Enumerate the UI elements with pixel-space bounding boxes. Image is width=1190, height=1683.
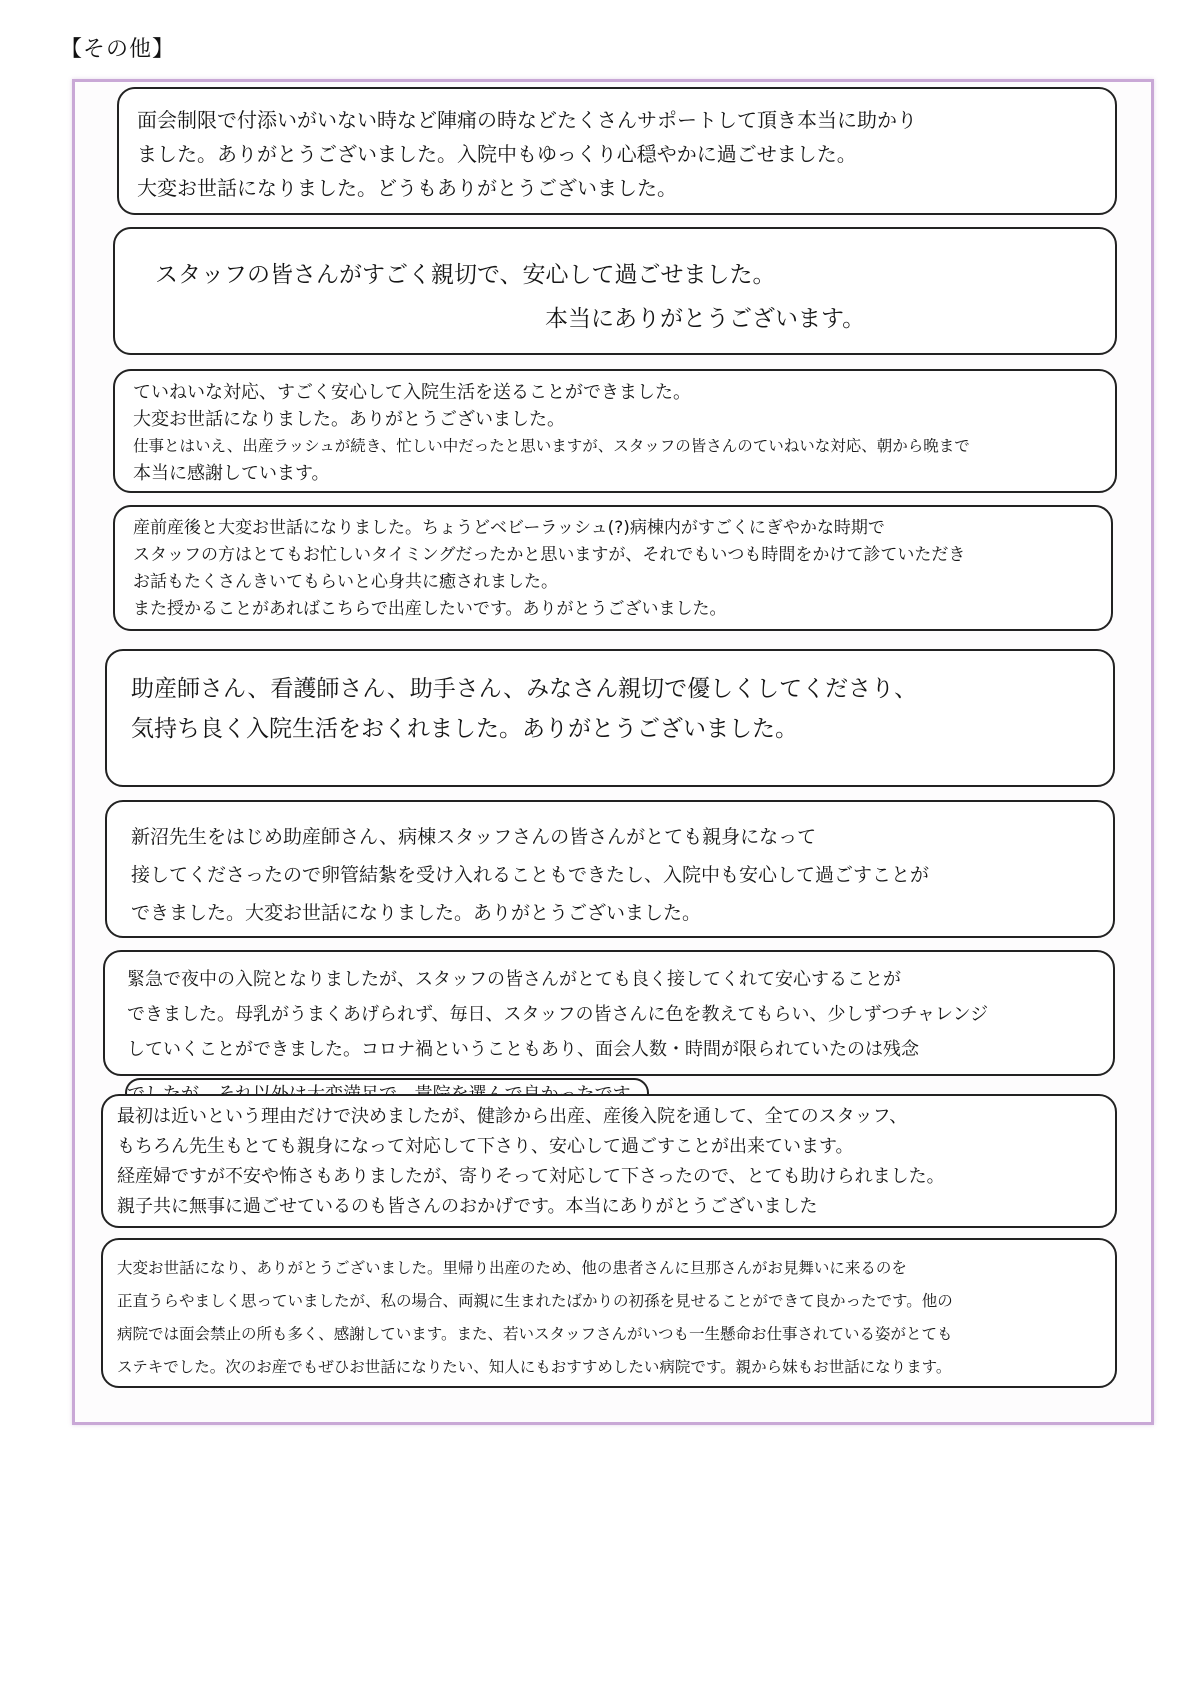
- comment-line: ていねいな対応、すごく安心して入院生活を送ることができました。: [133, 382, 691, 403]
- comment-line: できました。母乳がうまくあげられず、毎日、スタッフの皆さんに色を教えてもらい、少しずつチャレンジ: [127, 1004, 989, 1025]
- comment-line: ステキでした。次のお産でもぜひお世話になりたい、知人にもおすすめしたい病院です。親から妹もお世話になります。: [117, 1358, 952, 1376]
- comment-line: 本当にありがとうございます。: [545, 306, 866, 332]
- comment-line: 大変お世話になりました。ありがとうございました。: [133, 409, 565, 430]
- comment-line: 気持ち良く入院生活をおくれました。ありがとうございました。: [131, 716, 798, 742]
- comment-card-5: [105, 649, 1115, 787]
- comment-line: 最初は近いという理由だけで決めましたが、健診から出産、産後入院を通して、全てのスタッフ、: [117, 1106, 908, 1127]
- comment-line: 面会制限で付添いがいない時など陣痛の時などたくさんサポートして頂き本当に助かり: [137, 108, 917, 132]
- comment-line: 正直うらやましく思っていましたが、私の場合、両親に生まれたばかりの初孫を見せることができて良かったです。他の: [117, 1292, 953, 1310]
- comment-line: スタッフの皆さんがすごく親切で、安心して過ごせました。: [155, 262, 776, 288]
- comment-card-6: [105, 800, 1115, 938]
- comment-line: ました。ありがとうございました。入院中もゆっくり心穏やかに過ごせました。: [137, 142, 857, 166]
- comment-line: 仕事とはいえ、出産ラッシュが続き、忙しい中だったと思いますが、スタッフの皆さんのていねいな対応、朝から晩まで: [133, 437, 970, 455]
- comment-line: できました。大変お世話になりました。ありがとうございました。: [131, 902, 702, 924]
- comment-sheet: [72, 79, 1154, 1425]
- comment-line: 緊急で夜中の入院となりましたが、スタッフの皆さんがとても良く接してくれて安心することが: [127, 969, 901, 990]
- comment-line: 接してくださったので卵管結紮を受け入れることもできたし、入院中も安心して過ごすことが: [131, 864, 930, 886]
- comment-line: 本当に感謝しています。: [133, 463, 330, 484]
- section-heading: 【その他】: [60, 37, 176, 62]
- comment-line: もちろん先生もとても親身になって対応して下さり、安心して過ごすことが出来ています。: [117, 1136, 854, 1157]
- comment-line: 大変お世話になりました。どうもありがとうございました。: [137, 176, 677, 200]
- comment-card-3: [113, 369, 1117, 493]
- comment-line: スタッフの方はとてもお忙しいタイミングだったかと思いますが、それでもいつも時間をかけて診ていただき: [133, 545, 966, 565]
- comment-card-7: [103, 950, 1115, 1076]
- comment-card-2: [113, 227, 1117, 355]
- comment-line: していくことができました。コロナ禍ということもあり、面会人数・時間が限られていたのは残念: [127, 1039, 919, 1060]
- comment-card-8: [101, 1094, 1117, 1228]
- comment-line: 親子共に無事に過ごせているのも皆さんのおかげです。本当にありがとうございました: [117, 1196, 818, 1217]
- comment-card-4: [113, 505, 1113, 631]
- comment-line: 病院では面会禁止の所も多く、感謝しています。また、若いスタッフさんがいつも一生懸命お仕事されている姿がとても: [117, 1325, 953, 1343]
- comment-line: また授かることがあればこちらで出産したいです。ありがとうございました。: [133, 599, 727, 619]
- comment-line: 新沼先生をはじめ助産師さん、病棟スタッフさんの皆さんがとても親身になって: [131, 826, 817, 848]
- comment-card-9: [101, 1238, 1117, 1388]
- comment-line: お話もたくさんきいてもらいと心身共に癒されました。: [133, 572, 558, 592]
- comment-card-1: [117, 87, 1117, 215]
- comment-line: 産前産後と大変お世話になりました。ちょうどベビーラッシュ(?)病棟内がすごくにぎやかな時期で: [133, 518, 885, 538]
- comment-line: 経産婦ですが不安や怖さもありましたが、寄りそって対応して下さったので、とても助けられました。: [117, 1166, 945, 1187]
- comment-line: 大変お世話になり、ありがとうございました。里帰り出産のため、他の患者さんに旦那さんがお見舞いに来るのを: [117, 1259, 907, 1277]
- comment-line: 助産師さん、看護師さん、助手さん、みなさん親切で優しくしてくださり、: [131, 676, 918, 702]
